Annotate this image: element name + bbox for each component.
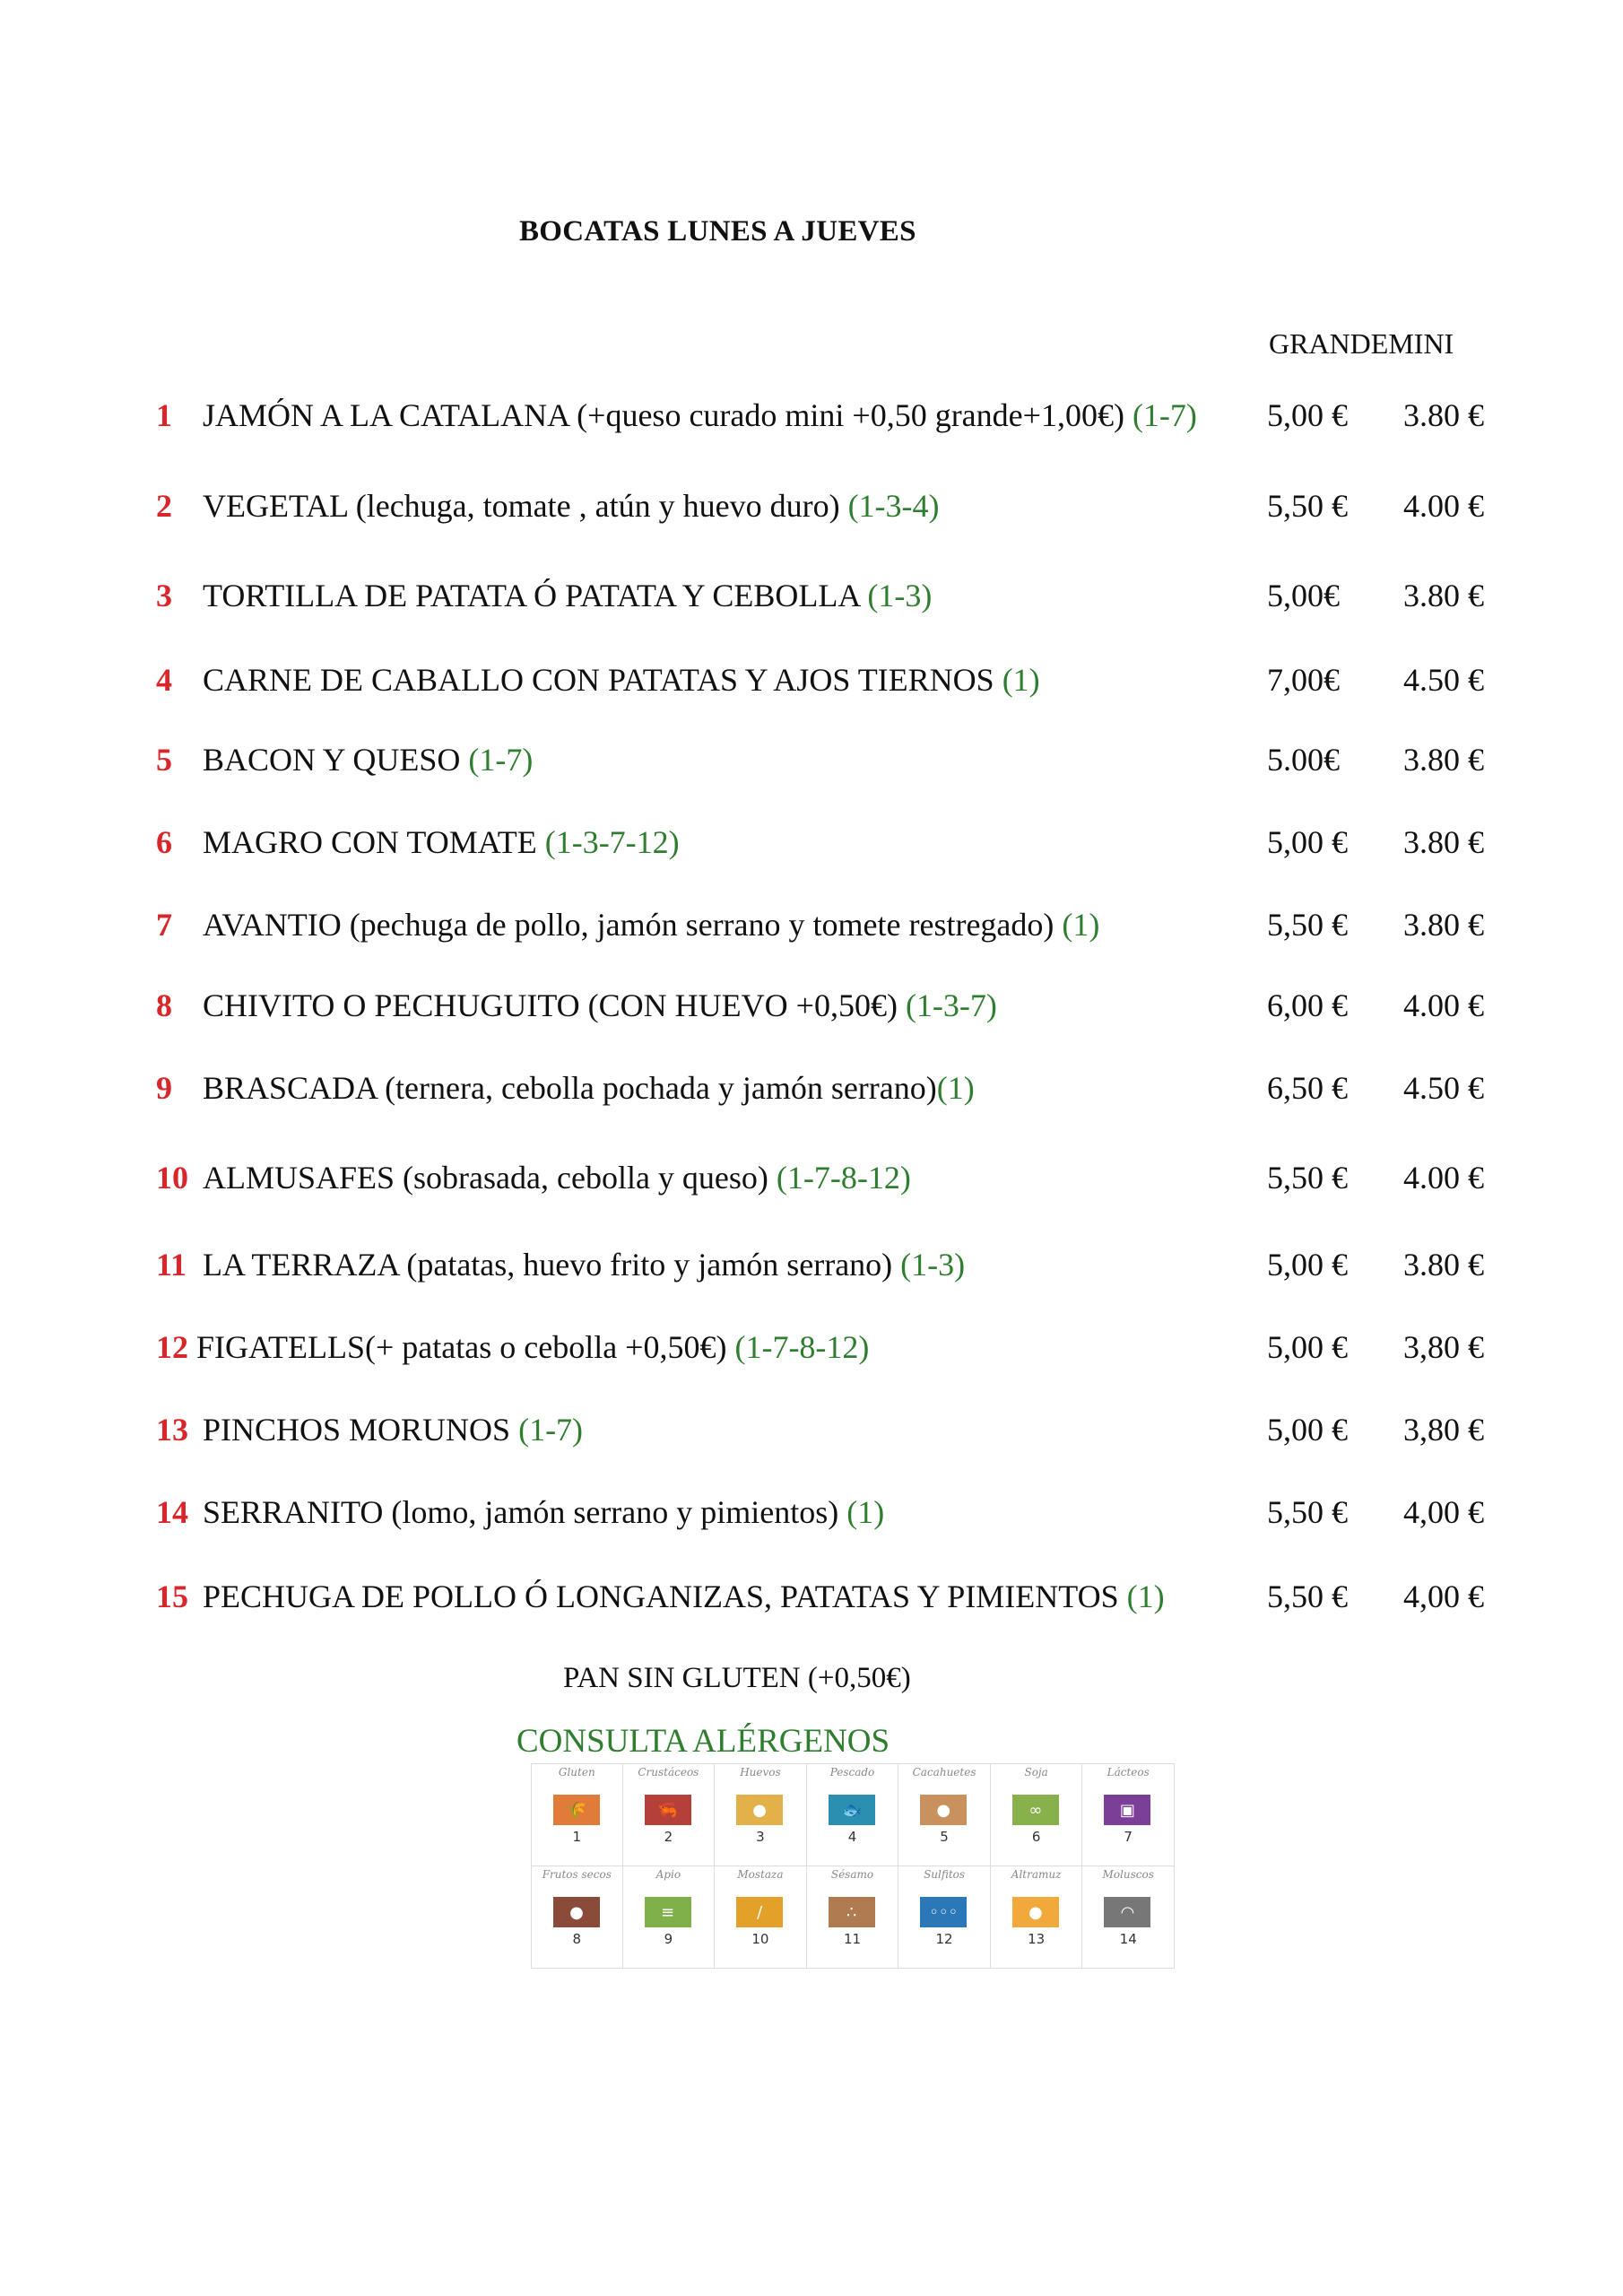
allergen-name: Moluscos [1102, 1868, 1154, 1881]
menu-item [0, 820, 1623, 865]
item-description [196, 1325, 869, 1370]
item-description [203, 483, 940, 528]
sesame-icon: ∴ [829, 1897, 875, 1927]
item-allergens: (1) [1002, 662, 1040, 698]
item-number: 3 [156, 578, 172, 613]
item-number: 7 [156, 907, 172, 943]
soy-icon: ∞ [1012, 1795, 1059, 1825]
menu-item [0, 1242, 1623, 1287]
allergen-cell [898, 1764, 991, 1866]
price-grande: 6,50 € [1267, 1070, 1348, 1106]
item-number: 11 [156, 1247, 187, 1283]
allergen-name: Apio [655, 1868, 681, 1881]
allergen-number: 2 [664, 1829, 673, 1845]
item-allergens: (1-7) [518, 1412, 584, 1448]
allergen-name: Sulfitos [924, 1868, 966, 1881]
allergen-number: 3 [756, 1829, 765, 1845]
item-description [203, 393, 1197, 438]
gluten-free-note: PAN SIN GLUTEN (+0,50€) [563, 1662, 911, 1694]
item-allergens: (1) [936, 1070, 975, 1106]
price-mini: 3,80 € [1403, 1412, 1484, 1448]
allergen-number: 4 [847, 1829, 857, 1845]
allergen-cell [531, 1866, 623, 1969]
allergen-number: 13 [1028, 1931, 1046, 1947]
price-mini: 4,00 € [1403, 1494, 1484, 1530]
allergen-number: 11 [843, 1931, 862, 1947]
nuts-icon: ● [553, 1897, 600, 1927]
item-name: MAGRO CON TOMATE [203, 824, 537, 860]
item-description [203, 1155, 911, 1200]
menu-item [0, 657, 1623, 702]
item-name: FIGATELLS(+ patatas o cebolla +0,50€) [196, 1329, 727, 1365]
allergen-consult-heading: CONSULTA ALÉRGENOS [516, 1723, 890, 1760]
item-name: TORTILLA DE PATATA Ó PATATA Y CEBOLLA [203, 578, 860, 613]
menu-item [0, 573, 1623, 618]
price-grande: 5,00 € [1267, 824, 1348, 860]
item-allergens: (1-3-7-12) [544, 824, 680, 860]
allergen-number: 14 [1119, 1931, 1137, 1947]
price-mini: 4.50 € [1403, 1070, 1484, 1106]
allergen-name: Crustáceos [638, 1766, 699, 1779]
price-grande: 5,50 € [1267, 1160, 1348, 1196]
item-allergens: (1-3) [867, 578, 933, 613]
milk-icon: ▣ [1104, 1795, 1150, 1825]
item-number: 5 [156, 742, 172, 778]
allergen-cell [898, 1866, 991, 1969]
menu-item [0, 1325, 1623, 1370]
item-name: CARNE DE CABALLO CON PATATAS Y AJOS TIERNOS [203, 662, 994, 698]
allergen-number: 1 [572, 1829, 582, 1845]
item-allergens: (1) [1126, 1578, 1165, 1614]
item-number: 13 [156, 1412, 188, 1448]
item-name: SERRANITO (lomo, jamón serrano y pimientos) [203, 1494, 839, 1530]
allergen-cell [1082, 1866, 1175, 1969]
item-allergens: (1-7-8-12) [776, 1160, 911, 1196]
item-number: 6 [156, 824, 172, 860]
item-description [203, 573, 932, 618]
price-mini: 3.80 € [1403, 578, 1484, 613]
item-number: 12 [156, 1329, 188, 1365]
price-mini: 3.80 € [1403, 824, 1484, 860]
allergen-number: 10 [751, 1931, 769, 1947]
item-name: JAMÓN A LA CATALANA (+queso curado mini +0,50 grande+1,00€) [203, 397, 1124, 433]
item-allergens: (1) [846, 1494, 885, 1530]
item-number: 9 [156, 1070, 172, 1106]
allergen-name: Gluten [558, 1766, 595, 1779]
item-number: 8 [156, 987, 172, 1023]
item-name: LA TERRAZA (patatas, huevo frito y jamón serrano) [203, 1247, 893, 1283]
price-column-header: GRANDEMINI [1269, 327, 1454, 360]
allergen-name: Mostaza [737, 1868, 784, 1881]
allergen-legend [531, 1763, 1175, 1969]
allergen-name: Pescado [829, 1766, 875, 1779]
allergen-cell [623, 1764, 716, 1866]
item-description [203, 737, 533, 782]
menu-item [0, 483, 1623, 528]
allergen-number: 8 [572, 1931, 582, 1947]
allergen-name: Huevos [740, 1766, 781, 1779]
item-allergens: (1-7-8-12) [734, 1329, 870, 1365]
item-description [203, 983, 997, 1028]
item-number: 4 [156, 662, 172, 698]
allergen-number: 7 [1124, 1829, 1133, 1845]
allergen-cell [715, 1764, 807, 1866]
lupin-icon: ● [1012, 1897, 1059, 1927]
menu-item [0, 983, 1623, 1028]
price-grande: 5,50 € [1267, 1578, 1348, 1614]
price-grande: 5,00 € [1267, 1247, 1348, 1283]
allergen-name: Altramuz [1011, 1868, 1062, 1881]
sulphites-icon: ◦◦◦ [920, 1897, 967, 1927]
item-number: 10 [156, 1160, 188, 1196]
price-grande: 5,50 € [1267, 488, 1348, 524]
allergen-name: Frutos secos [542, 1868, 612, 1881]
item-name: BRASCADA (ternera, cebolla pochada y jamón serrano) [203, 1070, 937, 1106]
item-number: 2 [156, 488, 172, 524]
menu-item [0, 393, 1623, 438]
item-description [203, 902, 1099, 947]
item-name: PECHUGA DE POLLO Ó LONGANIZAS, PATATAS Y PIMIENTOS [203, 1578, 1119, 1614]
item-description [203, 820, 680, 865]
item-name: PINCHOS MORUNOS [203, 1412, 511, 1448]
price-grande: 5,00€ [1267, 578, 1340, 613]
item-description [203, 1490, 884, 1535]
price-mini: 3.80 € [1403, 907, 1484, 943]
allergen-cell [715, 1866, 807, 1969]
fish-icon: 🐟 [829, 1795, 875, 1825]
allergen-name: Cacahuetes [912, 1766, 976, 1779]
price-grande: 5,00 € [1267, 1329, 1348, 1365]
mustard-icon: / [736, 1897, 783, 1927]
item-number: 15 [156, 1578, 188, 1614]
item-allergens: (1-7) [1132, 397, 1197, 433]
menu-item [0, 902, 1623, 947]
price-grande: 5.00€ [1267, 742, 1340, 778]
price-mini: 3.80 € [1403, 397, 1484, 433]
item-description [203, 1242, 965, 1287]
item-name: VEGETAL (lechuga, tomate , atún y huevo duro) [203, 488, 840, 524]
item-description [203, 1065, 975, 1110]
item-allergens: (1-3-7) [905, 987, 997, 1023]
allergen-number: 12 [935, 1931, 953, 1947]
allergen-number: 9 [664, 1931, 673, 1947]
item-allergens: (1-7) [468, 742, 534, 778]
price-grande: 7,00€ [1267, 662, 1340, 698]
price-grande: 5,50 € [1267, 1494, 1348, 1530]
menu-title: BOCATAS LUNES A JUEVES [519, 215, 916, 248]
mollusc-icon: ◠ [1104, 1897, 1150, 1927]
allergen-name: Sésamo [830, 1868, 874, 1881]
allergen-cell [1082, 1764, 1175, 1866]
menu-item [0, 1574, 1623, 1619]
menu-item [0, 1490, 1623, 1535]
allergen-name: Lácteos [1107, 1766, 1150, 1779]
price-mini: 4.00 € [1403, 987, 1484, 1023]
menu-item [0, 1065, 1623, 1110]
item-name: BACON Y QUESO [203, 742, 461, 778]
price-mini: 4.00 € [1403, 488, 1484, 524]
allergen-name: Soja [1024, 1766, 1048, 1779]
allergen-number: 5 [940, 1829, 949, 1845]
menu-item [0, 1155, 1623, 1200]
item-description [203, 657, 1040, 702]
shrimp-icon: 🦐 [645, 1795, 691, 1825]
price-grande: 5,00 € [1267, 1412, 1348, 1448]
allergen-cell [807, 1764, 899, 1866]
price-grande: 6,00 € [1267, 987, 1348, 1023]
price-mini: 3,80 € [1403, 1329, 1484, 1365]
price-mini: 4.50 € [1403, 662, 1484, 698]
allergen-cell [531, 1764, 623, 1866]
price-mini: 3.80 € [1403, 742, 1484, 778]
item-description [203, 1407, 583, 1452]
price-grande: 5,00 € [1267, 397, 1348, 433]
price-mini: 3.80 € [1403, 1247, 1484, 1283]
menu-item [0, 737, 1623, 782]
allergen-number: 6 [1031, 1829, 1041, 1845]
allergen-cell [807, 1866, 899, 1969]
item-allergens: (1-3) [900, 1247, 966, 1283]
item-name: ALMUSAFES (sobrasada, cebolla y queso) [203, 1160, 768, 1196]
item-allergens: (1) [1062, 907, 1100, 943]
allergen-cell [991, 1764, 1083, 1866]
price-mini: 4,00 € [1403, 1578, 1484, 1614]
celery-icon: ≡ [645, 1897, 691, 1927]
item-number: 14 [156, 1494, 188, 1530]
item-number: 1 [156, 397, 172, 433]
allergen-cell [991, 1866, 1083, 1969]
item-description [203, 1574, 1165, 1619]
menu-item [0, 1407, 1623, 1452]
wheat-icon: 🌾 [553, 1795, 600, 1825]
price-grande: 5,50 € [1267, 907, 1348, 943]
egg-icon: ● [736, 1795, 783, 1825]
allergen-cell [623, 1866, 716, 1969]
price-mini: 4.00 € [1403, 1160, 1484, 1196]
item-name: AVANTIO (pechuga de pollo, jamón serrano y tomete restregado) [203, 907, 1055, 943]
item-name: CHIVITO O PECHUGUITO (CON HUEVO +0,50€) [203, 987, 898, 1023]
peanut-icon: ● [920, 1795, 967, 1825]
item-allergens: (1-3-4) [847, 488, 940, 524]
